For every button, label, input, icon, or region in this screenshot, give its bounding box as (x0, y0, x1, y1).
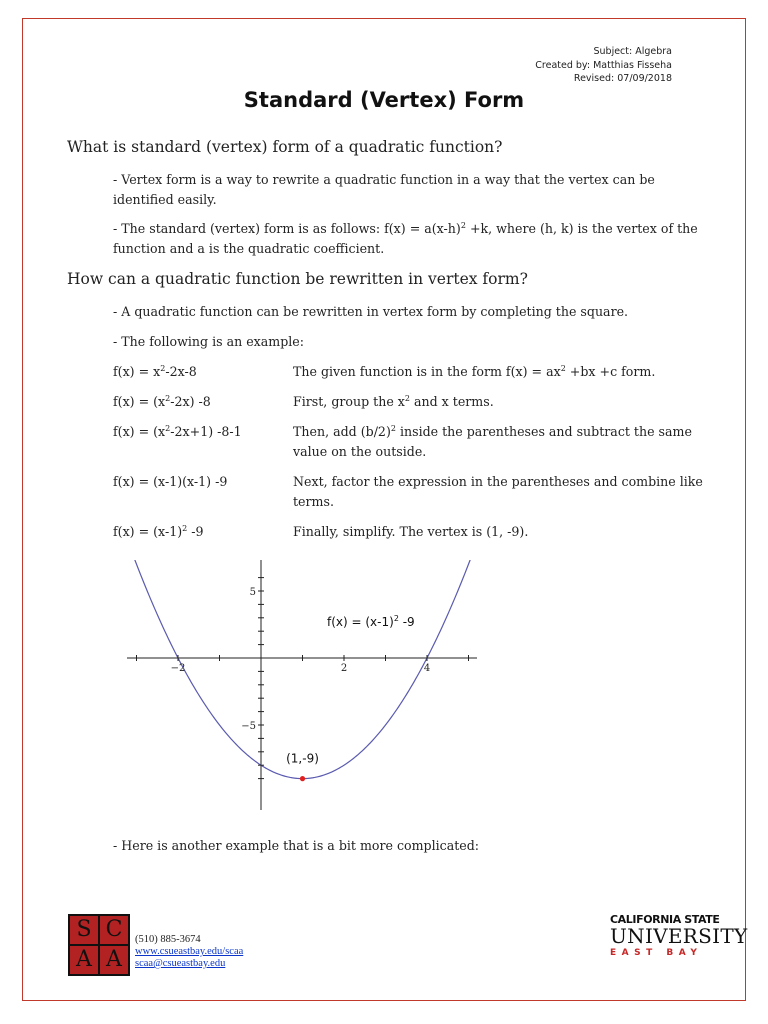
paragraph-example-intro: - The following is an example: (113, 334, 304, 349)
step-description (293, 522, 703, 542)
eq-exponent: 2 (165, 423, 171, 433)
definition-text-b: +k, where (h, k) is the vertex of the function and a is the quadratic coefficient. (113, 221, 698, 256)
phone-number: (510) 885-3674 (135, 934, 201, 945)
eq-exponent: 2 (160, 363, 166, 373)
paragraph-another-example: - Here is another example that is a bit more complicated: (113, 838, 480, 853)
website-link[interactable]: www.csueastbay.edu/scaa (135, 946, 244, 957)
csueb-logo (610, 913, 748, 958)
step-equation (113, 422, 293, 442)
csueb-logo-line2: UNIVERSITY (610, 924, 748, 948)
parabola-graph-svg (122, 560, 482, 820)
definition-exponent: 2 (460, 220, 466, 230)
vertex-label: (1,-9) (286, 751, 319, 766)
desc-text: First, group the x (293, 394, 405, 409)
eq-text: -2x) -8 (170, 394, 211, 409)
desc-text: The given function is in the form f(x) = ax (293, 364, 561, 379)
eq-text: f(x) = (x (113, 424, 166, 439)
desc-text: Next, factor the expression in the parentheses and combine like terms. (293, 474, 703, 509)
step-description (293, 422, 703, 462)
logo-letter: S (70, 916, 98, 944)
x-tick-label: 2 (340, 663, 348, 674)
parabola-graph (122, 560, 482, 820)
eq-text: -2x-8 (165, 364, 197, 379)
paragraph-vertex-form-intro: - Vertex form is a way to rewrite a quadratic function in a way that the vertex can be identified easily. (113, 172, 655, 207)
document-meta (535, 45, 672, 86)
y-tick-label: −5 (241, 721, 256, 732)
step-description (293, 472, 703, 512)
eq-text: f(x) = (x-1) (113, 524, 183, 539)
eq-text: f(x) = (x (113, 394, 166, 409)
y-tick-label: 5 (249, 587, 256, 598)
desc-text: Finally, simplify. The vertex is (1, -9). (293, 524, 529, 539)
paragraph-vertex-form-definition (113, 219, 708, 259)
x-tick-label: 4 (423, 663, 431, 674)
paragraph-completing-square: - A quadratic function can be rewritten in vertex form by completing the square. (113, 304, 629, 319)
graph-ticks (137, 578, 469, 779)
step-description (293, 362, 703, 382)
desc-text: +bx +c form. (565, 364, 656, 379)
graph-axes (127, 560, 477, 810)
step-equation (113, 392, 293, 412)
desc-exponent: 2 (560, 363, 566, 373)
csueb-logo-line1: CALIFORNIA STATE (610, 913, 720, 926)
desc-text: inside the parentheses and subtract the same value on the outside. (293, 424, 692, 459)
revised-date-text: Revised: 07/09/2018 (573, 73, 672, 84)
eq-text: f(x) = x (113, 364, 161, 379)
definition-text-a: - The standard (vertex) form is as follows: f(x) = a(x-h) (113, 221, 461, 236)
desc-exponent: 2 (404, 393, 410, 403)
step-description (293, 392, 703, 412)
x-tick-label: −2 (170, 663, 186, 674)
author-text: Created by: Matthias Fisseha (535, 59, 672, 71)
function-label-exponent: 2 (393, 614, 399, 623)
step-equation (113, 362, 293, 382)
section-heading-how: How can a quadratic function be rewritten in vertex form? (67, 270, 528, 288)
email-link[interactable]: scaa@csueastbay.edu (135, 958, 226, 969)
eq-text: f(x) = (x-1)(x-1) -9 (113, 474, 228, 489)
contact-info (135, 934, 243, 970)
vertex-point (300, 776, 305, 781)
logo-letter: C (100, 916, 128, 944)
desc-text: Then, add (b/2) (293, 424, 391, 439)
subject-text: Subject: Algebra (593, 46, 672, 57)
scaa-logo (68, 914, 130, 976)
function-label-text: f(x) = (x-1) (327, 615, 394, 629)
section-heading-what: What is standard (vertex) form of a quadratic function? (67, 138, 503, 156)
eq-exponent: 2 (182, 523, 188, 533)
desc-text: and x terms. (409, 394, 494, 409)
page-title: Standard (Vertex) Form (243, 88, 525, 112)
step-equation (113, 522, 293, 542)
logo-letter: A (70, 946, 98, 974)
desc-exponent: 2 (390, 423, 396, 433)
function-label-tail: -9 (398, 615, 415, 629)
eq-text: -2x+1) -8-1 (170, 424, 242, 439)
step-equation (113, 472, 293, 492)
csueb-logo-line3: EAST BAY (610, 948, 703, 958)
eq-text: -9 (187, 524, 204, 539)
logo-letter: A (100, 946, 128, 974)
function-label (327, 614, 415, 629)
eq-exponent: 2 (165, 393, 171, 403)
